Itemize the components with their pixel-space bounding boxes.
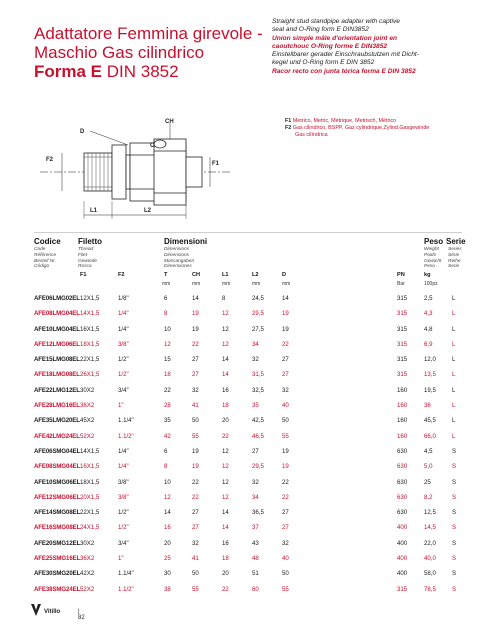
cell-f2: 1": [118, 555, 124, 563]
cell-d: 27: [282, 509, 289, 517]
cell-f1: 18X1,5: [80, 340, 100, 348]
cell-serie: S: [452, 524, 457, 532]
cell-l2: 51: [252, 570, 259, 578]
cell-serie: S: [452, 555, 457, 563]
cell-t: 38: [164, 585, 171, 593]
cell-kg: 4,8: [424, 325, 433, 333]
cell-ch: 19: [192, 447, 199, 455]
translation-de-2: kegel und O-Ring form E DIN 3852: [272, 59, 375, 67]
cell-f2: 1.1/4": [118, 570, 134, 578]
cell-kg: 6,9: [424, 340, 433, 348]
note-f2-text: Gas cilindrico, BSPP, Gaz cylindrique,Zylind.Gasgewinde: [292, 125, 430, 131]
cell-d: 27: [282, 371, 289, 379]
cell-f2: 3/8": [118, 340, 129, 348]
cell-l2: 46,5: [252, 432, 264, 440]
table-row: [0, 367, 494, 382]
cell-l1: 16: [222, 539, 229, 547]
unit-l2: mm: [252, 281, 261, 287]
cell-ch: 55: [192, 585, 199, 593]
cell-pn: 315: [397, 371, 408, 379]
table-row: [0, 398, 494, 413]
code: AFE12SMG06EL: [34, 493, 81, 501]
code: AFE25SMG16EL: [34, 555, 81, 563]
cell-kg: 12,5: [424, 509, 436, 517]
cell-l2: 34: [252, 340, 259, 348]
label-f1: F1: [212, 161, 220, 167]
cell-t: 16: [164, 524, 171, 532]
label-o: O: [150, 143, 155, 149]
title-line-2: Maschio Gas cilindrico: [34, 43, 205, 62]
cell-l2: 35: [252, 402, 259, 410]
cell-d: 32: [282, 386, 289, 394]
cell-d: 32: [282, 539, 289, 547]
cell-kg: 58,0: [424, 570, 436, 578]
unit-l1: mm: [222, 281, 231, 287]
cell-serie: L: [452, 402, 456, 410]
table-row: [0, 291, 494, 306]
cell-l2: 60: [252, 585, 259, 593]
cell-f1: 42X2: [80, 570, 95, 578]
header-serie-sub: Series Série Reihe Serie: [448, 247, 462, 270]
cell-pn: 160: [397, 402, 408, 410]
cell-l1: 20: [222, 417, 229, 425]
header-peso: Peso: [424, 237, 444, 246]
table-row: [0, 337, 494, 352]
cell-pn: 315: [397, 295, 408, 302]
unit-pn: Bar: [397, 281, 405, 287]
cell-f2: 1/4": [118, 325, 129, 333]
table-row: [0, 566, 494, 581]
code: AFE08LMG04EL: [34, 310, 80, 318]
cell-f1: 24X1,5: [80, 524, 100, 532]
cell-pn: 630: [397, 493, 408, 501]
cell-l2: 29,5: [252, 310, 264, 318]
cell-pn: 630: [397, 478, 408, 486]
cell-kg: 25: [424, 478, 431, 486]
cell-serie: S: [452, 570, 457, 578]
cell-pn: 400: [397, 524, 408, 532]
cell-l2: 43: [252, 539, 259, 547]
cell-l2: 27,5: [252, 325, 264, 333]
cell-ch: 22: [192, 478, 199, 486]
table-row: [0, 352, 494, 367]
cell-f1: 45X2: [80, 417, 95, 425]
table-row: [0, 505, 494, 520]
header-serie: Serie: [446, 237, 466, 246]
translation-fr-1: Union simple mâle d'orientation joint en: [272, 34, 398, 42]
cell-kg: 19,5: [424, 386, 436, 394]
cell-f1: 52X2: [80, 432, 95, 440]
cell-t: 22: [164, 386, 171, 394]
code: AFE06LMG02EL: [34, 295, 80, 302]
code: AFE18LMG08EL: [34, 371, 80, 379]
unit-t: mm: [162, 281, 171, 287]
translations-block: [272, 18, 477, 76]
cell-ch: 50: [192, 417, 199, 425]
code: AFE42LMG24EL: [34, 432, 80, 440]
translation-es-1: Racor recto con junta tórica forma E DIN 3852: [272, 67, 416, 75]
cell-kg: 13,5: [424, 371, 436, 379]
cell-l2: 27: [252, 447, 259, 455]
cell-f1: 20X1,5: [80, 493, 100, 501]
cell-f2: 3/8": [118, 478, 129, 486]
cell-l2: 48: [252, 555, 259, 563]
col-kg: kg: [424, 272, 431, 278]
cell-d: 19: [282, 310, 289, 318]
cell-t: 42: [164, 432, 171, 440]
cell-serie: S: [452, 539, 457, 547]
cell-d: 22: [282, 493, 289, 501]
header-codice: Codice: [34, 237, 61, 246]
cell-l2: 42,5: [252, 417, 264, 425]
cell-pn: 630: [397, 447, 408, 455]
translation-de-1: Einstellbarer gerader Einschraubstutzen mit Dicht-: [272, 51, 419, 59]
table-row: [0, 490, 494, 505]
cell-serie: S: [452, 478, 457, 486]
cell-f2: 1.1/2": [118, 432, 134, 440]
cell-f1: 14X1,5: [80, 447, 100, 455]
cell-d: 50: [282, 417, 289, 425]
table-row: [0, 429, 494, 444]
cell-l1: 14: [222, 524, 229, 532]
cell-ch: 14: [192, 295, 199, 302]
table-row: [0, 536, 494, 551]
table-row: [0, 322, 494, 337]
cell-t: 6: [164, 295, 168, 302]
cell-pn: 400: [397, 555, 408, 563]
cell-ch: 22: [192, 340, 199, 348]
cell-l1: 22: [222, 585, 229, 593]
code: AFE10LMG04EL: [34, 325, 80, 333]
cell-f1: 26X1,5: [80, 371, 100, 379]
cell-pn: 400: [397, 570, 408, 578]
cell-serie: L: [452, 295, 456, 302]
cell-ch: 22: [192, 493, 199, 501]
vitillo-logo-icon: [30, 602, 42, 618]
cell-f2: 1/4": [118, 310, 129, 318]
cell-l1: 16: [222, 386, 229, 394]
col-ch: CH: [192, 272, 201, 278]
cell-ch: 32: [192, 386, 199, 394]
cell-l2: 36,5: [252, 509, 264, 517]
col-t: T: [164, 272, 168, 278]
thread-notes: [285, 118, 480, 139]
cell-f1: 14X1,5: [80, 310, 100, 318]
note-f2-text-2: Gas cilíndrica: [295, 132, 328, 138]
table-row: [0, 582, 494, 597]
translation-en-1: Straight stud standpipe adapter with captive: [272, 18, 400, 25]
cell-ch: 55: [192, 432, 199, 440]
cell-f1: 30X2: [80, 539, 95, 547]
cell-ch: 32: [192, 539, 199, 547]
cell-f1: 52X2: [80, 585, 95, 593]
cell-ch: 27: [192, 356, 199, 364]
cell-serie: L: [452, 356, 456, 364]
cell-l2: 34: [252, 493, 259, 501]
cell-serie: L: [452, 371, 456, 379]
cell-pn: 315: [397, 356, 408, 364]
cell-pn: 160: [397, 386, 408, 394]
header-dimensioni: Dimensioni: [164, 237, 208, 246]
cell-pn: 315: [397, 325, 408, 333]
code: AFE22LMG12EL: [34, 386, 80, 394]
cell-pn: 315: [397, 310, 408, 318]
cell-l1: 12: [222, 447, 229, 455]
product-table: [0, 291, 494, 597]
header-filetto: Filetto: [78, 237, 102, 246]
page-title: [34, 24, 264, 81]
title-din: DIN 3852: [102, 62, 179, 81]
cell-f2: 3/4": [118, 386, 129, 394]
cell-t: 15: [164, 356, 171, 364]
cell-l1: 18: [222, 555, 229, 563]
cell-kg: 45,5: [424, 417, 436, 425]
cell-f2: 3/8": [118, 493, 129, 501]
cell-t: 8: [164, 463, 168, 471]
label-l1: L1: [90, 208, 98, 214]
cell-pn: 630: [397, 463, 408, 471]
cell-l1: 12: [222, 478, 229, 486]
cell-f2: 1/2": [118, 509, 129, 517]
cell-pn: 160: [397, 417, 408, 425]
section-divider: [34, 232, 462, 233]
cell-l1: 20: [222, 570, 229, 578]
cell-t: 30: [164, 570, 171, 578]
cell-ch: 27: [192, 371, 199, 379]
cell-serie: S: [452, 447, 457, 455]
label-f2: F2: [46, 157, 54, 163]
col-l2: L2: [252, 272, 259, 278]
col-pn: PN: [397, 272, 405, 278]
cell-pn: 315: [397, 585, 408, 593]
cell-l1: 22: [222, 432, 229, 440]
note-f1-text: Metrico, Metric, Métrique, Metrisch, Métrico: [292, 118, 397, 124]
cell-kg: 2,5: [424, 295, 433, 302]
cell-serie: S: [452, 509, 457, 517]
cell-f2: 1/4": [118, 463, 129, 471]
cell-l2: 29,5: [252, 463, 264, 471]
translation-fr-2: caoutchouc O-Ring forme E DIN3852: [272, 42, 388, 50]
table-row: [0, 413, 494, 428]
table-row: [0, 459, 494, 474]
table-row: [0, 306, 494, 321]
unit-d: mm: [282, 281, 291, 287]
code: AFE20SMG12EL: [34, 539, 81, 547]
label-l2: L2: [144, 208, 152, 214]
cell-kg: 8,2: [424, 493, 433, 501]
footer-brand: Vitillo: [44, 609, 61, 615]
cell-d: 27: [282, 524, 289, 532]
cell-ch: 50: [192, 570, 199, 578]
cell-ch: 19: [192, 310, 199, 318]
cell-d: 22: [282, 478, 289, 486]
table-row: [0, 520, 494, 535]
note-f1-key: F1: [285, 118, 292, 124]
cell-f2: 1.1/4": [118, 417, 134, 425]
cell-l2: 24,5: [252, 295, 264, 302]
cell-t: 10: [164, 325, 171, 333]
cell-serie: S: [452, 463, 457, 471]
col-d: D: [282, 272, 287, 278]
code: AFE14SMG08EL: [34, 509, 81, 517]
cell-f1: 36X2: [80, 402, 95, 410]
cell-t: 20: [164, 539, 171, 547]
cell-d: 22: [282, 340, 289, 348]
code: AFE35LMG20EL: [34, 417, 80, 425]
label-ch: CH: [165, 119, 174, 125]
cell-f2: 1": [118, 402, 124, 410]
col-l1: L1: [222, 272, 229, 278]
header-filetto-sub: Thread Filet Gewinde Rosca: [78, 247, 97, 270]
unit-ch: mm: [192, 281, 201, 287]
table-row: [0, 551, 494, 566]
cell-t: 28: [164, 402, 171, 410]
cell-l1: 14: [222, 371, 229, 379]
cell-t: 12: [164, 340, 171, 348]
cell-t: 25: [164, 555, 171, 563]
cell-l2: 32: [252, 478, 259, 486]
cell-t: 35: [164, 417, 171, 425]
page-number: | 82: [78, 609, 85, 621]
code: AFE12LMG06EL: [34, 340, 80, 348]
cell-t: 8: [164, 310, 168, 318]
cell-d: 27: [282, 356, 289, 364]
cell-serie: S: [452, 585, 457, 593]
cell-l1: 14: [222, 356, 229, 364]
cell-d: 14: [282, 295, 289, 302]
cell-ch: 27: [192, 509, 199, 517]
header-dimensioni-sub: Dimensions Dimensions Massangaben Dimensiones: [164, 247, 195, 270]
cell-ch: 41: [192, 555, 199, 563]
cell-kg: 78,5: [424, 585, 436, 593]
cell-f1: 18X1,5: [80, 478, 100, 486]
cell-ch: 41: [192, 402, 199, 410]
cell-kg: 4,5: [424, 447, 433, 455]
cell-pn: 160: [397, 432, 408, 440]
cell-kg: 4,3: [424, 310, 433, 318]
cell-l2: 37: [252, 524, 259, 532]
cell-f2: 1/2": [118, 524, 129, 532]
cell-kg: 12,0: [424, 356, 436, 364]
cell-t: 14: [164, 509, 171, 517]
cell-kg: 22,0: [424, 539, 436, 547]
cell-serie: L: [452, 386, 456, 394]
cell-kg: 66,0: [424, 432, 436, 440]
cell-f2: 1/2": [118, 371, 129, 379]
cell-d: 55: [282, 585, 289, 593]
cell-serie: S: [452, 493, 457, 501]
cell-l2: 32: [252, 356, 259, 364]
cell-ch: 27: [192, 524, 199, 532]
translation-en-2: seal and O-Ring form E DIN3852: [272, 26, 369, 34]
cell-f1: 16X1,5: [80, 463, 100, 471]
cell-t: 18: [164, 371, 171, 379]
cell-pn: 400: [397, 539, 408, 547]
cell-l1: 8: [222, 295, 226, 302]
cell-d: 55: [282, 432, 289, 440]
col-f1: F1: [80, 272, 87, 278]
cell-d: 50: [282, 570, 289, 578]
note-f2-key: F2: [285, 125, 292, 131]
cell-pn: 315: [397, 340, 408, 348]
cell-d: 19: [282, 447, 289, 455]
cell-l1: 12: [222, 325, 229, 333]
unit-kg: 100pz: [424, 281, 438, 287]
cell-ch: 19: [192, 325, 199, 333]
cell-t: 10: [164, 478, 171, 486]
cell-f2: 1/8": [118, 295, 129, 302]
cell-l1: 12: [222, 310, 229, 318]
cell-f1: 12X1,5: [80, 295, 100, 302]
cell-d: 40: [282, 402, 289, 410]
cell-f2: 1.1/2": [118, 585, 134, 593]
cell-d: 40: [282, 555, 289, 563]
table-row: [0, 383, 494, 398]
cell-kg: 36: [424, 402, 431, 410]
header-peso-sub: Weight Poids Gewicht Peso: [424, 247, 442, 270]
cell-f1: 22X1,5: [80, 356, 100, 364]
cell-l1: 18: [222, 402, 229, 410]
code: AFE16SMG08EL: [34, 524, 81, 532]
header-codice-sub: Code Référence Bestell Nr. Código: [34, 247, 57, 270]
cell-f1: 16X1,5: [80, 325, 100, 333]
cell-serie: L: [452, 340, 456, 348]
cell-l1: 14: [222, 509, 229, 517]
code: AFE28LMG16EL: [34, 402, 80, 410]
cell-kg: 14,5: [424, 524, 436, 532]
cell-t: 12: [164, 493, 171, 501]
code: AFE06SMG04EL: [34, 447, 81, 455]
cell-f1: 22X1,5: [80, 509, 100, 517]
code: AFE10SMG06EL: [34, 478, 81, 486]
cell-kg: 5,0: [424, 463, 433, 471]
cell-ch: 19: [192, 463, 199, 471]
col-f2: F2: [118, 272, 125, 278]
cell-serie: L: [452, 310, 456, 318]
table-row: [0, 444, 494, 459]
title-form: Forma E: [34, 62, 103, 81]
cell-l1: 12: [222, 340, 229, 348]
cell-l1: 12: [222, 463, 229, 471]
cell-f2: 3/4": [118, 539, 129, 547]
cell-serie: L: [452, 417, 456, 425]
cell-f1: 36X2: [80, 555, 95, 563]
code: AFE30SMG20EL: [34, 570, 81, 578]
cell-l1: 12: [222, 493, 229, 501]
cell-l2: 31,5: [252, 371, 264, 379]
title-line-1: Adattatore Femmina girevole -: [34, 24, 263, 43]
cell-kg: 40,0: [424, 555, 436, 563]
cell-t: 6: [164, 447, 168, 455]
cell-f1: 30X2: [80, 386, 95, 394]
cell-serie: L: [452, 325, 456, 333]
cell-f2: 1/4": [118, 447, 129, 455]
table-row: [0, 475, 494, 490]
cell-f2: 1/2": [118, 356, 129, 364]
technical-drawing: [40, 115, 280, 225]
cell-d: 19: [282, 463, 289, 471]
cell-d: 19: [282, 325, 289, 333]
cell-serie: L: [452, 432, 456, 440]
cell-l2: 32,5: [252, 386, 264, 394]
code: AFE08SMG04EL: [34, 463, 81, 471]
label-d: D: [80, 129, 85, 135]
code: AFE38SMG24EL: [34, 585, 81, 593]
code: AFE15LMG08EL: [34, 356, 80, 364]
cell-pn: 630: [397, 509, 408, 517]
